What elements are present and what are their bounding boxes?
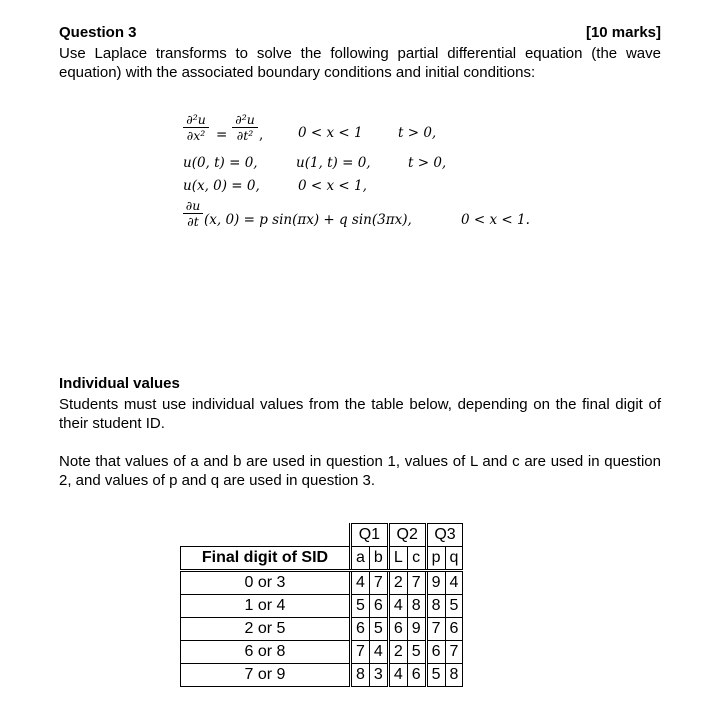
col-a: a <box>351 547 370 571</box>
table-row <box>181 664 463 687</box>
ic2-expr: (x, 0) = p sin(πx) + q sin(3πx), <box>204 212 412 228</box>
value-cell: 6 <box>426 641 445 664</box>
pde-lhs-num: ∂²u <box>186 112 206 127</box>
value-cell: 5 <box>407 641 426 664</box>
ic2-fraction <box>183 199 203 228</box>
value-cell: 5 <box>369 618 388 641</box>
value-cell: 7 <box>407 571 426 595</box>
values-table <box>180 523 463 687</box>
table-header-row <box>181 547 463 571</box>
individual-text2: Note that values of a and b are used in question 1, values of L and c are used in question 2, and values of p and q are used in question 3. <box>59 453 661 489</box>
value-cell: 3 <box>369 664 388 687</box>
value-cell: 4 <box>369 641 388 664</box>
pde-rhs-den: ∂t² <box>236 128 254 143</box>
col-c: c <box>407 547 426 571</box>
col-b: b <box>369 547 388 571</box>
sid-cell: 2 or 5 <box>181 618 351 641</box>
question-title: Question 3 <box>59 24 137 41</box>
sid-cell: 7 or 9 <box>181 664 351 687</box>
ic1-domain-x: 0 < x < 1, <box>298 178 367 194</box>
pde-rhs-fraction <box>232 113 258 142</box>
question-marks: [10 marks] <box>585 24 661 41</box>
value-cell: 4 <box>388 664 407 687</box>
bc-domain-t: t > 0, <box>408 155 447 171</box>
value-cell: 9 <box>426 571 445 595</box>
value-cell: 8 <box>426 595 445 618</box>
col-p: p <box>426 547 445 571</box>
col-q: q <box>445 547 463 571</box>
value-cell: 8 <box>351 664 370 687</box>
ic2-domain-x: 0 < x < 1. <box>461 212 530 228</box>
bc-left: u(0, t) = 0, <box>183 155 258 171</box>
pde-domain-t: t > 0, <box>398 125 437 141</box>
table-row <box>181 595 463 618</box>
value-cell: 7 <box>445 641 463 664</box>
group-q2: Q2 <box>388 524 426 547</box>
table-row <box>181 571 463 595</box>
pde-comma: , <box>259 127 264 143</box>
value-cell: 6 <box>407 664 426 687</box>
value-cell: 8 <box>445 664 463 687</box>
pde-lhs-den: ∂x² <box>186 128 206 143</box>
value-cell: 6 <box>351 618 370 641</box>
ic2-num: ∂u <box>185 198 201 213</box>
table-row <box>181 641 463 664</box>
value-cell: 2 <box>388 571 407 595</box>
value-cell: 6 <box>445 618 463 641</box>
pde-equals: = <box>216 127 228 143</box>
ic1-expr: u(x, 0) = 0, <box>183 178 260 194</box>
individual-text1: Students must use individual values from the table below, depending on the final digit of their student ID. <box>59 396 661 432</box>
individual-title: Individual values <box>59 375 180 392</box>
table-row <box>181 618 463 641</box>
value-cell: 2 <box>388 641 407 664</box>
equation-block <box>183 113 563 238</box>
question-intro: Use Laplace transforms to solve the following partial differential equation (the wave equation) with the associated boundary conditions and initial conditions: <box>59 45 661 81</box>
value-cell: 9 <box>407 618 426 641</box>
value-cell: 7 <box>351 641 370 664</box>
pde-lhs-fraction <box>183 113 209 142</box>
group-q3: Q3 <box>426 524 463 547</box>
value-cell: 7 <box>369 571 388 595</box>
bc-right: u(1, t) = 0, <box>296 155 371 171</box>
pde-domain-x: 0 < x < 1 <box>298 125 363 141</box>
sid-cell: 1 or 4 <box>181 595 351 618</box>
pde-rhs-num: ∂²u <box>235 112 255 127</box>
sid-header: Final digit of SID <box>181 547 351 571</box>
value-cell: 4 <box>445 571 463 595</box>
value-cell: 6 <box>369 595 388 618</box>
value-cell: 5 <box>445 595 463 618</box>
group-q1: Q1 <box>351 524 389 547</box>
value-cell: 5 <box>426 664 445 687</box>
value-cell: 8 <box>407 595 426 618</box>
value-cell: 5 <box>351 595 370 618</box>
sid-cell: 6 or 8 <box>181 641 351 664</box>
sid-cell: 0 or 3 <box>181 571 351 595</box>
col-L: L <box>388 547 407 571</box>
value-cell: 4 <box>351 571 370 595</box>
value-cell: 7 <box>426 618 445 641</box>
question-header <box>59 24 661 44</box>
value-cell: 6 <box>388 618 407 641</box>
ic2-den: ∂t <box>187 214 199 229</box>
value-cell: 4 <box>388 595 407 618</box>
table-corner <box>181 524 351 547</box>
table-group-row <box>181 524 463 547</box>
